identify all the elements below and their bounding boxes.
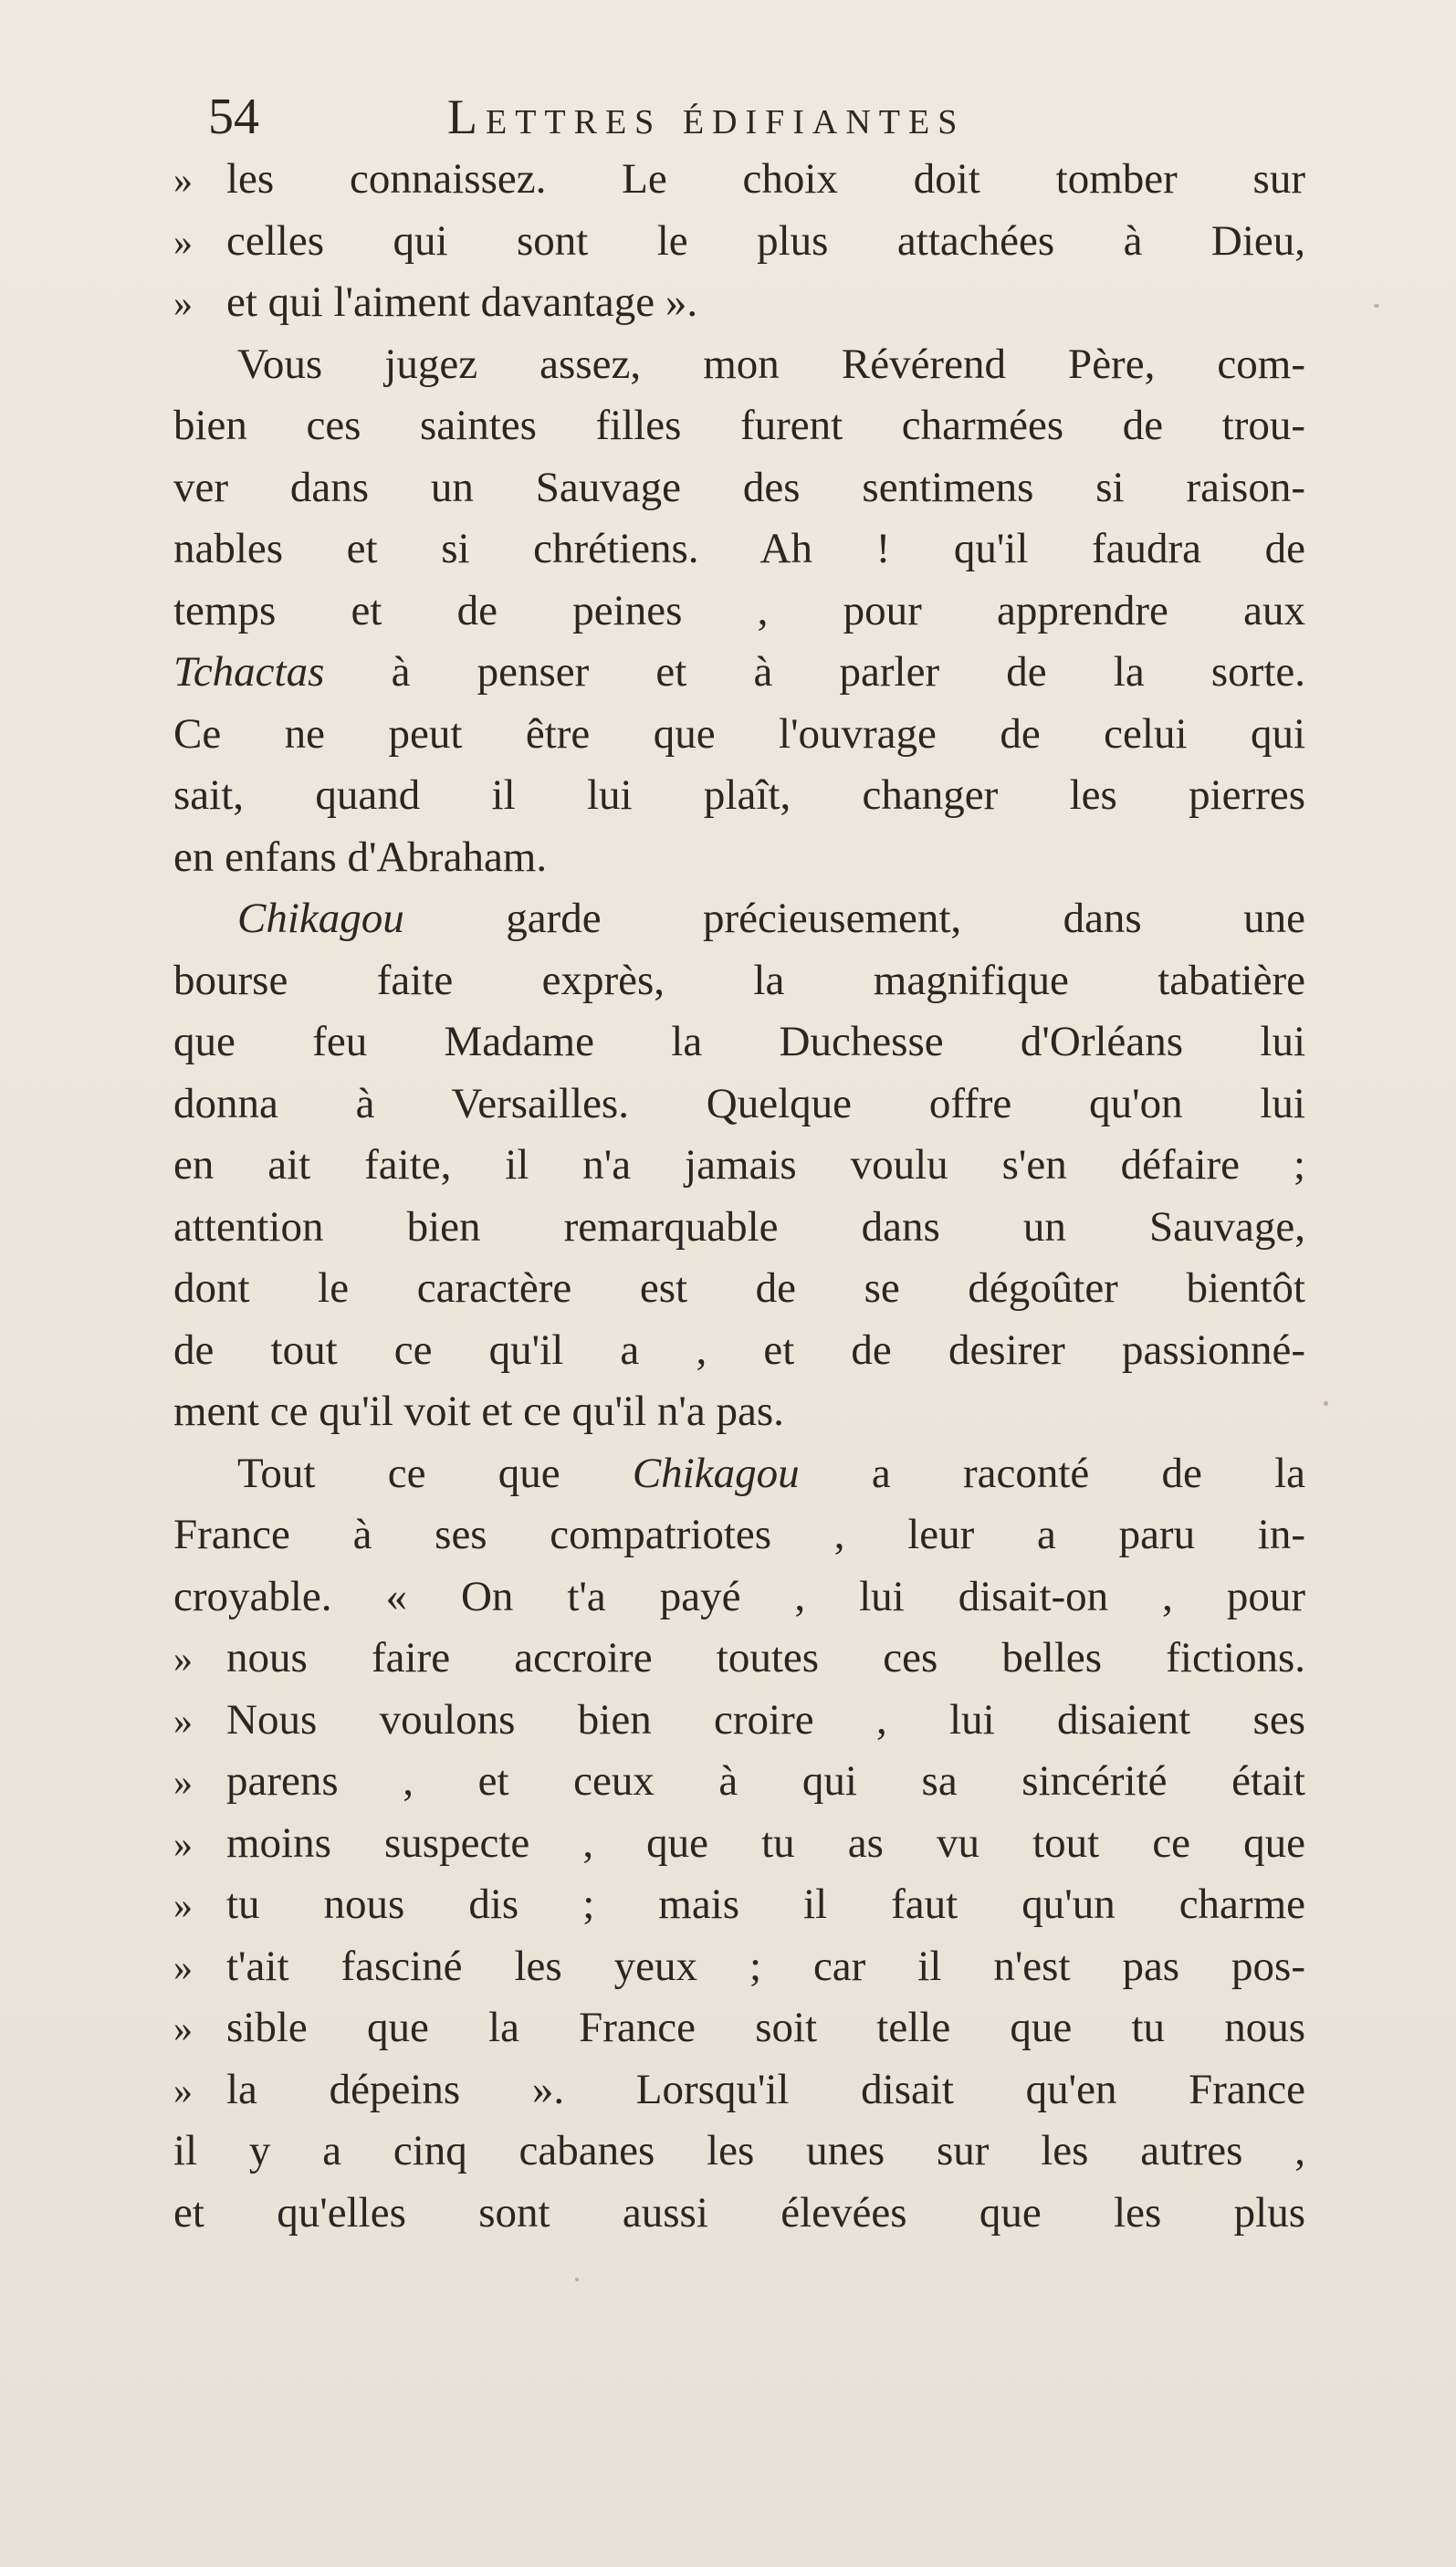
continuation-quote-mark: »	[173, 221, 193, 264]
line-text: bien ces saintes filles furent charmées de trou-	[173, 402, 1305, 449]
text-line	[173, 1690, 1305, 1752]
line-text: dont le caractère est de se dégoûter bientôt	[173, 1264, 1305, 1312]
text-line	[173, 1011, 1305, 1074]
text-line	[173, 2121, 1305, 2183]
line-text: en enfans d'Abraham.	[173, 833, 548, 881]
text-line	[173, 888, 1305, 950]
text-line	[173, 519, 1305, 581]
text-line	[173, 2059, 1305, 2122]
text-line	[173, 1074, 1305, 1136]
text-line	[173, 827, 1305, 889]
line-text: donna à Versailles. Quelque offre qu'on lui	[173, 1079, 1305, 1127]
text-line	[173, 1381, 1305, 1443]
line-text: la dépeins ». Lorsqu'il disait qu'en France	[226, 2065, 1305, 2113]
page-number: 54	[208, 89, 259, 145]
line-text: sible que la France soit telle que tu nous	[226, 2004, 1305, 2051]
text-line	[173, 1874, 1305, 1936]
text-line	[173, 1504, 1305, 1566]
text-line	[173, 272, 1305, 334]
line-text: attention bien remarquable dans un Sauvage,	[173, 1202, 1305, 1251]
paper-speck	[1374, 304, 1379, 308]
italic-name: Chikagou	[237, 895, 404, 942]
text-line	[173, 395, 1305, 457]
text-line	[173, 1751, 1305, 1813]
line-text: il y a cinq cabanes les unes sur les autres ,	[173, 2127, 1305, 2174]
line-text: moins suspecte , que tu as vu tout ce que	[226, 1818, 1305, 1867]
line-text: bourse faite exprès, la magnifique tabatière	[173, 956, 1305, 1004]
line-text: a raconté de la	[799, 1449, 1305, 1497]
continuation-quote-mark: »	[173, 1885, 193, 1927]
italic-name: Chikagou	[632, 1449, 800, 1497]
text-line	[173, 704, 1305, 766]
text-line	[173, 1936, 1305, 1998]
text-line	[173, 1997, 1305, 2059]
text-line	[173, 1628, 1305, 1690]
line-text: que feu Madame la Duchesse d'Orléans lui	[173, 1018, 1305, 1065]
paper-speck	[575, 2278, 579, 2281]
text-line	[173, 1320, 1305, 1382]
text-line	[173, 2183, 1305, 2245]
line-text: à penser et à parler de la sorte.	[324, 648, 1305, 696]
text-line	[173, 1566, 1305, 1629]
page-header	[208, 84, 1304, 150]
line-text: ver dans un Sauvage des sentimens si raison-	[173, 463, 1305, 511]
continuation-quote-mark: »	[173, 283, 193, 325]
line-text: les connaissez. Le choix doit tomber sur	[226, 155, 1305, 203]
text-line	[173, 149, 1305, 211]
line-text: en ait faite, il n'a jamais voulu s'en défaire ;	[173, 1141, 1305, 1189]
line-text: temps et de peines , pour apprendre aux	[173, 586, 1305, 634]
body-text	[173, 149, 1305, 2244]
line-text: Nous voulons bien croire , lui disaient ses	[226, 1695, 1305, 1744]
text-line	[173, 1443, 1305, 1505]
line-text: tu nous dis ; mais il faut qu'un charme	[226, 1881, 1305, 1928]
line-text: t'ait fasciné les yeux ; car il n'est pas pos-	[226, 1942, 1305, 1990]
text-line	[173, 334, 1305, 396]
italic-name: Tchactas	[173, 648, 325, 696]
text-line	[173, 1258, 1305, 1320]
line-text: France à ses compatriotes , leur a paru in-	[173, 1511, 1305, 1558]
continuation-quote-mark: »	[173, 1762, 193, 1804]
line-text: sait, quand il lui plaît, changer les pierres	[173, 771, 1305, 819]
continuation-quote-mark: »	[173, 160, 193, 202]
continuation-quote-mark: »	[173, 2008, 193, 2050]
paper-speck	[1324, 1401, 1328, 1406]
text-line	[173, 1135, 1305, 1197]
line-text: nables et si chrétiens. Ah ! qu'il faudra de	[173, 525, 1305, 572]
continuation-quote-mark: »	[173, 1700, 193, 1743]
continuation-quote-mark: »	[173, 1946, 193, 1989]
text-line	[173, 211, 1305, 273]
line-text: et qu'elles sont aussi élevées que les plus	[173, 2188, 1305, 2237]
running-title: Lettres édifiantes	[447, 89, 966, 144]
line-text: de tout ce qu'il a , et de desirer passionné-	[173, 1325, 1305, 1374]
continuation-quote-mark: »	[173, 2069, 193, 2112]
line-text: parens , et ceux à qui sa sincérité était	[226, 1757, 1305, 1805]
line-text: ment ce qu'il voit et ce qu'il n'a pas.	[173, 1388, 784, 1435]
text-line	[173, 765, 1305, 827]
line-text: et qui l'aiment davantage ».	[226, 278, 698, 326]
line-text: croyable. « On t'a payé , lui disait-on , pour	[173, 1572, 1305, 1620]
continuation-quote-mark: »	[173, 1639, 193, 1681]
text-line	[173, 950, 1305, 1012]
line-text: Vous jugez assez, mon Révérend Père, com-	[237, 340, 1305, 388]
text-line	[173, 457, 1305, 519]
text-line	[173, 581, 1305, 643]
continuation-quote-mark: »	[173, 1823, 193, 1866]
text-line	[173, 1197, 1305, 1259]
line-text: Ce ne peut être que l'ouvrage de celui qui	[173, 709, 1305, 758]
text-line	[173, 642, 1305, 704]
line-text: celles qui sont le plus attachées à Dieu,	[226, 216, 1305, 265]
line-text: Tout ce que	[237, 1449, 633, 1497]
line-text: nous faire accroire toutes ces belles fictions.	[226, 1634, 1305, 1682]
line-text: garde précieusement, dans une	[403, 895, 1305, 942]
text-line	[173, 1813, 1305, 1875]
